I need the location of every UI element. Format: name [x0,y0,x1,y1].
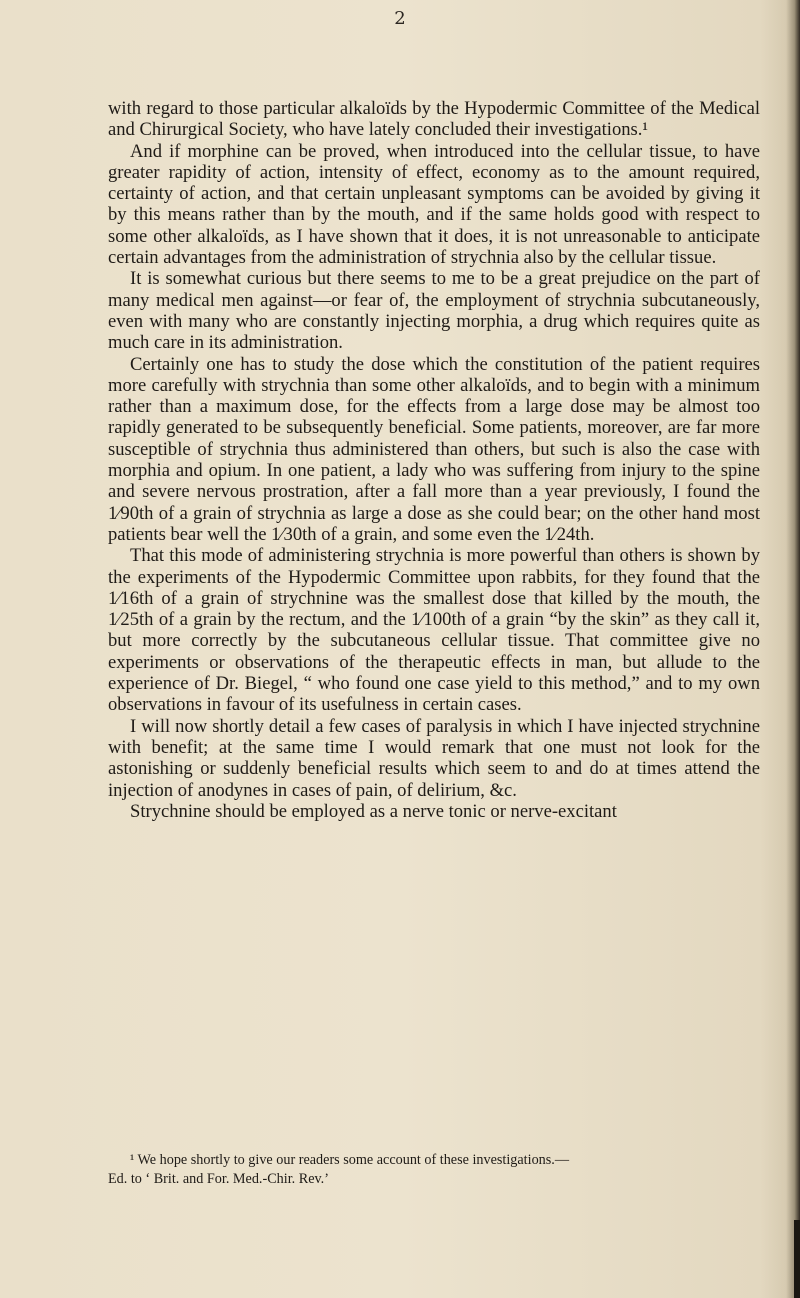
footnote [108,1151,760,1189]
paragraph-4: Certainly one has to study the dose which the constitution of the patient requires more carefully with strychnia than some other alkaloïds, and to begin with a minimum rather than a maximum dose, for the effects from a large dose may be almost too rapidly generated to be subsequently beneficial. Some patients, moreover, are far more susceptible of strychnia thus administered than others, but such is also the case with morphia and opium. In one patient, a lady who was suffering from injury to the spine and severe nervous prostration, after a fall more than a year previously, I found the 1⁄90th of a grain of strychnia as large a dose as she could bear; on the other hand most patients bear well the 1⁄30th of a grain, and some even the 1⁄24th. [108,353,760,545]
footnote-line-1: ¹ We hope shortly to give our readers some account of these investigations.— [130,1152,570,1168]
page-edge-dark [794,1220,800,1298]
page-edge-shadow [786,0,800,1298]
footnote-line-2: Ed. to ‘ Brit. and For. Med.-Chir. Rev.’ [108,1171,329,1187]
paragraph-1: with regard to those particular alkaloïds by the Hypodermic Committee of the Medical and Chirurgical Society, who have lately concluded their investigations.¹ [108,98,760,141]
paragraph-2: And if morphine can be proved, when introduced into the cellular tissue, to have greater rapidity of action, intensity of effect, economy as to the amount required, certainty of action, and that certain unpleasant symptoms can be avoided by giving it by this means rather than by the mouth, and if the same holds good with respect to some other alkaloïds, as I have shown that it does, it is not unreasonable to anticipate certain advantages from the administration of strychnia also by the cellular tissue. [108,140,760,269]
paragraph-7: Strychnine should be employed as a nerve tonic or nerve-excitant [130,800,617,822]
paragraph-3: It is somewhat curious but there seems to me to be a great prejudice on the part of many medical men against—or fear of, the employment of strychnia subcutaneously, even with many who are constantly injecting morphia, a drug which requires quite as much care in its administration. [108,268,760,354]
paragraph-6: I will now shortly detail a few cases of paralysis in which I have injected strychnine with benefit; at the same time I would remark that one must not look for the astonishing or suddenly beneficial results which seem to and do at times attend the injection of anodynes in cases of pain, of delirium, &c. [108,715,760,801]
paragraph-5: That this mode of administering strychnia is more powerful than others is shown by the experiments of the Hypodermic Committee upon rabbits, for they found that the 1⁄16th of a grain of strychnine was the smallest dose that killed by the mouth, the 1⁄25th of a grain by the rectum, and the 1⁄100th of a grain “by the skin” as they call it, but more correctly by the subcutaneous cellular tissue. That committee give no experiments or observations of the therapeutic effects in man, but allude to the experience of Dr. Biegel, “ who found one case yield to this method,” and to my own observations in favour of its usefulness in certain cases. [108,545,760,716]
page-number: 2 [394,8,406,29]
body-text [108,98,760,822]
